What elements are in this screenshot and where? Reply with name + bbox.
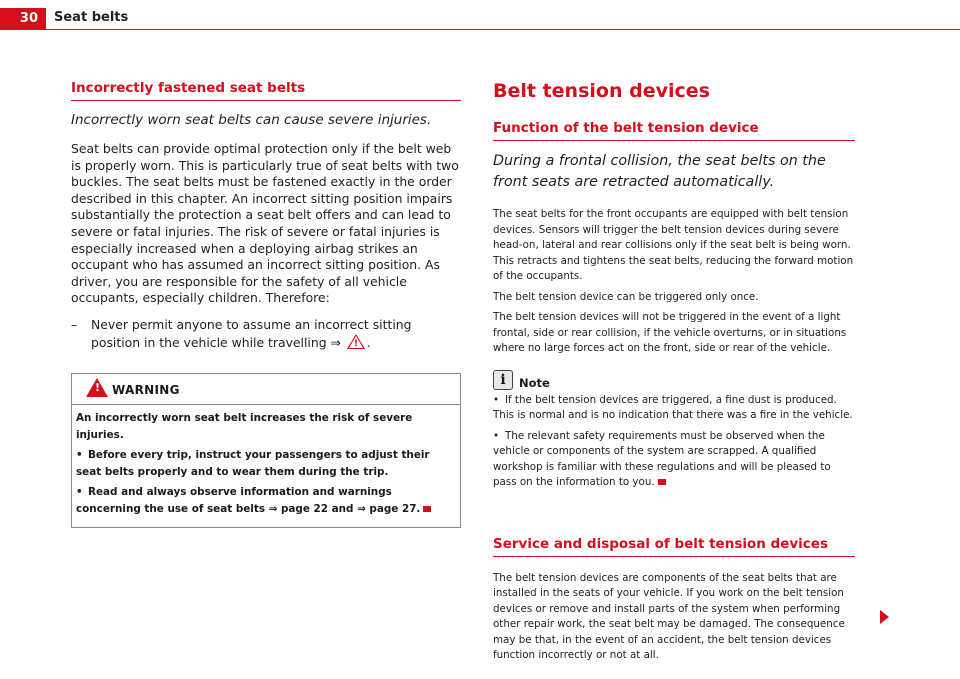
warning-triangle-icon: ! (86, 378, 108, 397)
warning-body (72, 405, 460, 527)
body-paragraph: The belt tension devices will not be triggered in the event of a light frontal, side or rear collision, if the vehicle overturns, or in situations where no large forces act on the front, side or rear of the vehicle. (493, 311, 847, 354)
section-title-service: Service and disposal of belt tension devices (493, 536, 855, 557)
end-marker (658, 479, 666, 485)
body-paragraph: The belt tension device can be triggered only once. (493, 290, 759, 303)
reference-arrow: ⇒ (330, 334, 341, 350)
right-column (493, 80, 855, 664)
warning-header (72, 374, 460, 405)
note-label: Note (519, 375, 550, 390)
note-block (493, 370, 855, 491)
page-number: 30 (0, 8, 46, 30)
header-rule (46, 29, 960, 30)
section-title-incorrect-belts: Incorrectly fastened seat belts (71, 80, 461, 101)
end-marker (423, 506, 431, 512)
running-title: Seat belts (54, 10, 129, 25)
warning-box (71, 373, 461, 528)
continue-arrow-icon[interactable] (880, 610, 889, 624)
page-header (0, 0, 960, 30)
section-lead: Incorrectly worn seat belts can cause severe injuries. (71, 112, 432, 128)
left-column (71, 80, 461, 528)
page-link-22[interactable]: ⇒ page 22 (268, 502, 328, 515)
note-item: • If the belt tension devices are triggered, a fine dust is produced. This is normal and is no indication that there was a fire in the vehicle. (493, 393, 853, 421)
body-paragraph: Seat belts can provide optimal protection only if the belt web is properly worn. This is particularly true of seat belts with two buckles. The seat belts must be fastened exactly in the order described in this chapter. An incorrect sitting position impairs substantially the protection a seat belt offers and can lead to severe or fatal injuries. The risk of severe or fatal injuries is especially increased when a deploying airbag strikes an occupant who has assumed an incorrect sitting position. As driver, you are responsible for the safety of all vehicle occupants, especially children. Therefore: (71, 141, 459, 306)
warning-bullet: • Read and always observe information and warnings concerning the use of seat belts ⇒ page 22 and ⇒ page 27. (76, 484, 456, 517)
warning-intro: An incorrectly worn seat belt increases the risk of severe injuries. (76, 412, 413, 441)
warning-reference-icon[interactable]: ! (347, 334, 365, 349)
page-link-27[interactable]: ⇒ page 27. (357, 502, 421, 515)
section-title-function: Function of the belt tension device (493, 120, 855, 141)
note-item: • The relevant safety requirements must be observed when the vehicle or components of the system are scrapped. A qualified workshop is familiar with these regulations and will be pleased to pass on the information to you. (493, 429, 831, 488)
note-header (493, 370, 855, 390)
dash-marker: – (71, 316, 78, 332)
sentence-end: . (366, 334, 371, 350)
body-paragraph: The seat belts for the front occupants are equipped with belt tension devices. Sensors will trigger the belt tension devices during severe head-on, lateral and rear collisions only if the seat belt is being worn. This retracts and tightens the seat belts, reducing the forward motion of the occupants. (493, 208, 854, 282)
list-item (71, 317, 461, 351)
body-paragraph: The belt tension devices are components of the seat belts that are installed in the seats of your vehicle. If you work on the belt tension devices or remove and install parts of the system when performing other repair work, the seat belt may be damaged. The consequence may be that, in the event of an accident, the belt tension devices function incorrectly or not at all. (493, 571, 845, 661)
main-title: Belt tension devices (493, 80, 710, 102)
info-icon: i (493, 370, 513, 390)
list-item-text: Never permit anyone to assume an incorrect sitting position in the vehicle while travelling (91, 316, 412, 350)
section-lead: During a frontal collision, the seat belts on the front seats are retracted automatically. (493, 153, 826, 190)
warning-label: WARNING (112, 383, 180, 398)
warning-bullet: • Before every trip, instruct your passengers to adjust their seat belts properly and to wear them during the trip. (76, 449, 430, 478)
